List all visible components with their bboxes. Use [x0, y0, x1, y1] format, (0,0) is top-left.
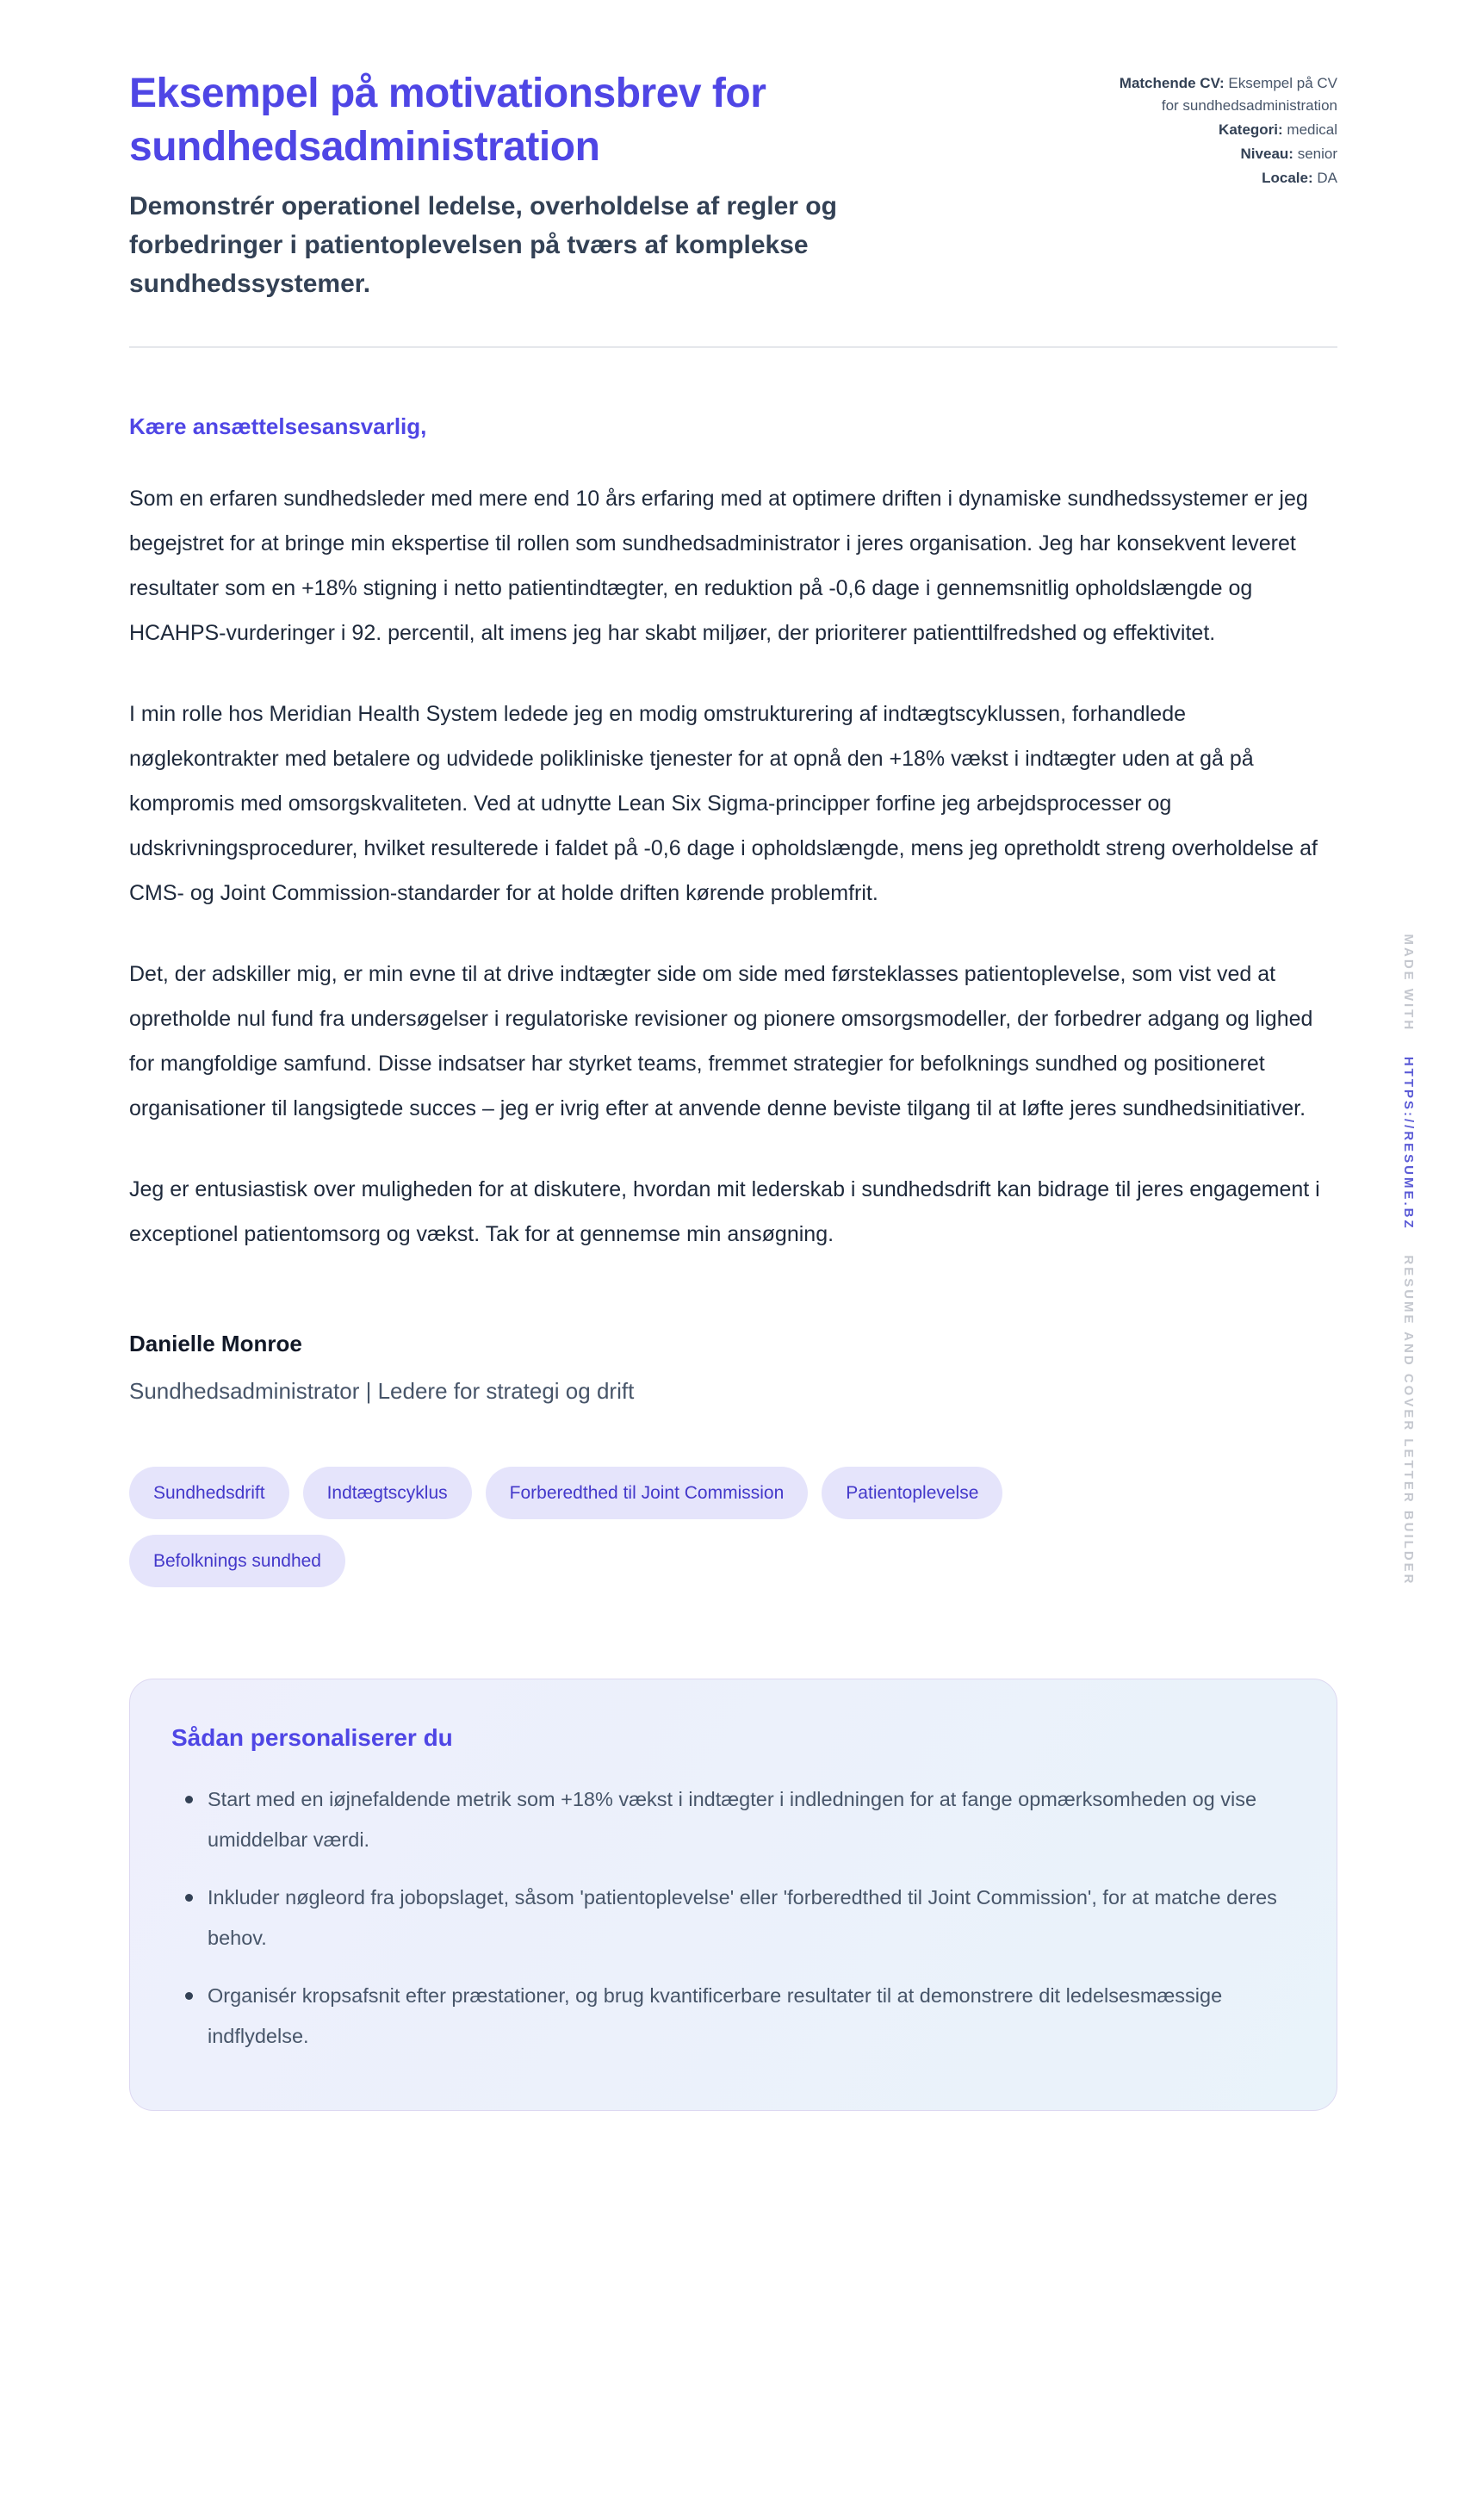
tip-item-3: Organisér kropsafsnit efter præstationer, og brug kvantificerbare resultater til at demonstrere dit ledelsesmæssige indflydelse. [171, 1976, 1295, 2057]
meta-level-value: senior [1297, 146, 1337, 162]
personalization-tips-card [129, 1679, 1337, 2111]
tips-heading: Sådan personaliserer du [171, 1724, 453, 1752]
header-divider [129, 346, 1337, 348]
meta-locale-label: Locale: [1262, 170, 1313, 186]
tag-joint-commission: Forberedthed til Joint Commission [486, 1467, 809, 1519]
letter-salutation: Kære ansættelsesansvarlig, [129, 413, 427, 439]
page-header [129, 0, 1337, 303]
page-subtitle: Demonstrér operationel ledelse, overholdelse af regler og forbedringer i patientoplevelsen på tværs af komplekse sundhedssystemer. [129, 191, 837, 298]
tag-patientoplevelse: Patientoplevelse [822, 1467, 1002, 1519]
tips-list [171, 1779, 1295, 2057]
meta-matching-cv-value: Eksempel på CV for sundhedsadministration [1161, 75, 1337, 114]
watermark-spacer [1401, 1237, 1416, 1249]
signature-role: Sundhedsadministrator | Ledere for strategi og drift [129, 1377, 635, 1404]
meta-category-label: Kategori: [1219, 121, 1283, 138]
signature-name: Danielle Monroe [129, 1330, 302, 1356]
meta-matching-cv-label: Matchende CV: [1119, 75, 1225, 91]
header-titles [129, 67, 956, 303]
content-column [129, 0, 1337, 2111]
meta-category-value: medical [1287, 121, 1337, 138]
letter-paragraph-4: Jeg er entusiastisk over muligheden for at diskutere, hvordan mit lederskab i sundhedsdrift kan bidrage til jeres engagement i exceptionel patientomsorg og vækst. Tak for at gennemse min ansøgning. [129, 1176, 1320, 1246]
meta-level-label: Niveau: [1240, 146, 1293, 162]
tag-indtaegtscyklus: Indtægtscyklus [303, 1467, 472, 1519]
tip-item-1: Start med en iøjnefaldende metrik som +18% vækst i indtægter i indledningen for at fange opmærksomheden og vise umiddelbar værdi. [171, 1779, 1295, 1860]
watermark-suffix: RESUME AND COVER LETTER BUILDER [1401, 1255, 1416, 1586]
example-meta [1115, 72, 1337, 191]
letter-paragraph-3: Det, der adskiller mig, er min evne til at drive indtægter side om side med førsteklasses patientoplevelse, som vist ved at opretholde nul fund fra undersøgelser i regulatoriske revisioner og pionere omsorgsmodeller, der forbedrer adgang og lighed for mangfoldige samfund. Disse indsatser har styrket teams, fremmet strategier for befolknings sundhed og positioneret organisationer til langsigtede succes – jeg er ivrig efter at anvende denne beviste tilgang til at løfte jeres sundhedsinitiativer. [129, 961, 1313, 1120]
letter-signature [129, 1331, 1337, 1405]
meta-level [1115, 143, 1337, 165]
tip-item-2: Inkluder nøgleord fra jobopslaget, såsom 'patientoplevelse' eller 'forberedthed til Joint Commission', for at matche deres behov. [171, 1878, 1295, 1958]
meta-locale-value: DA [1317, 170, 1337, 186]
tag-sundhedsdrift: Sundhedsdrift [129, 1467, 289, 1519]
keyword-tags [129, 1467, 1214, 1587]
meta-locale [1115, 167, 1337, 189]
letter-paragraph-1: Som en erfaren sundhedsleder med mere end 10 års erfaring med at optimere driften i dynamiske sundhedssystemer er jeg begejstret for at bringe min ekspertise til rollen som sundhedsadministrator i jeres organisation. Jeg har konsekvent leveret resultater som en +18% stigning i netto patientindtægter, en reduktion på -0,6 dage i gennemsnitlig opholdslængde og HCAHPS-vurderinger i 92. percentil, alt imens jeg har skabt miljøer, der prioriterer patienttilfredshed og effektivitet. [129, 486, 1308, 645]
meta-category [1115, 119, 1337, 141]
meta-matching-cv [1115, 72, 1337, 117]
watermark-spacer [1401, 1038, 1416, 1050]
tag-befolknings-sundhed: Befolknings sundhed [129, 1535, 345, 1587]
page-title: Eksempel på motivationsbrev for sundhedsadministration [129, 71, 766, 171]
watermark-prefix: MADE WITH [1401, 934, 1416, 1033]
resume-bz-link[interactable]: HTTPS://RESUME.BZ [1401, 1056, 1416, 1231]
letter-paragraph-2: I min rolle hos Meridian Health System ledede jeg en modig omstrukturering af indtægtscyklussen, forhandlede nøglekontrakter med betalere og udvidede polikliniske tjenester for at opnå den +18% vækst i indtægter uden at gå på kompromis med omsorgskvaliteten. Ved at udnytte Lean Six Sigma-principper forfine jeg arbejdsprocesser og udskrivningsprocedurer, hvilket resulterede i faldet på -0,6 dage i opholdslængde, mens jeg opretholdt streng overholdelse af CMS- og Joint Commission-standarder for at holde driften kørende problemfrit. [129, 701, 1318, 905]
made-with-watermark [1401, 934, 1416, 1586]
letter-body [129, 413, 1337, 1405]
